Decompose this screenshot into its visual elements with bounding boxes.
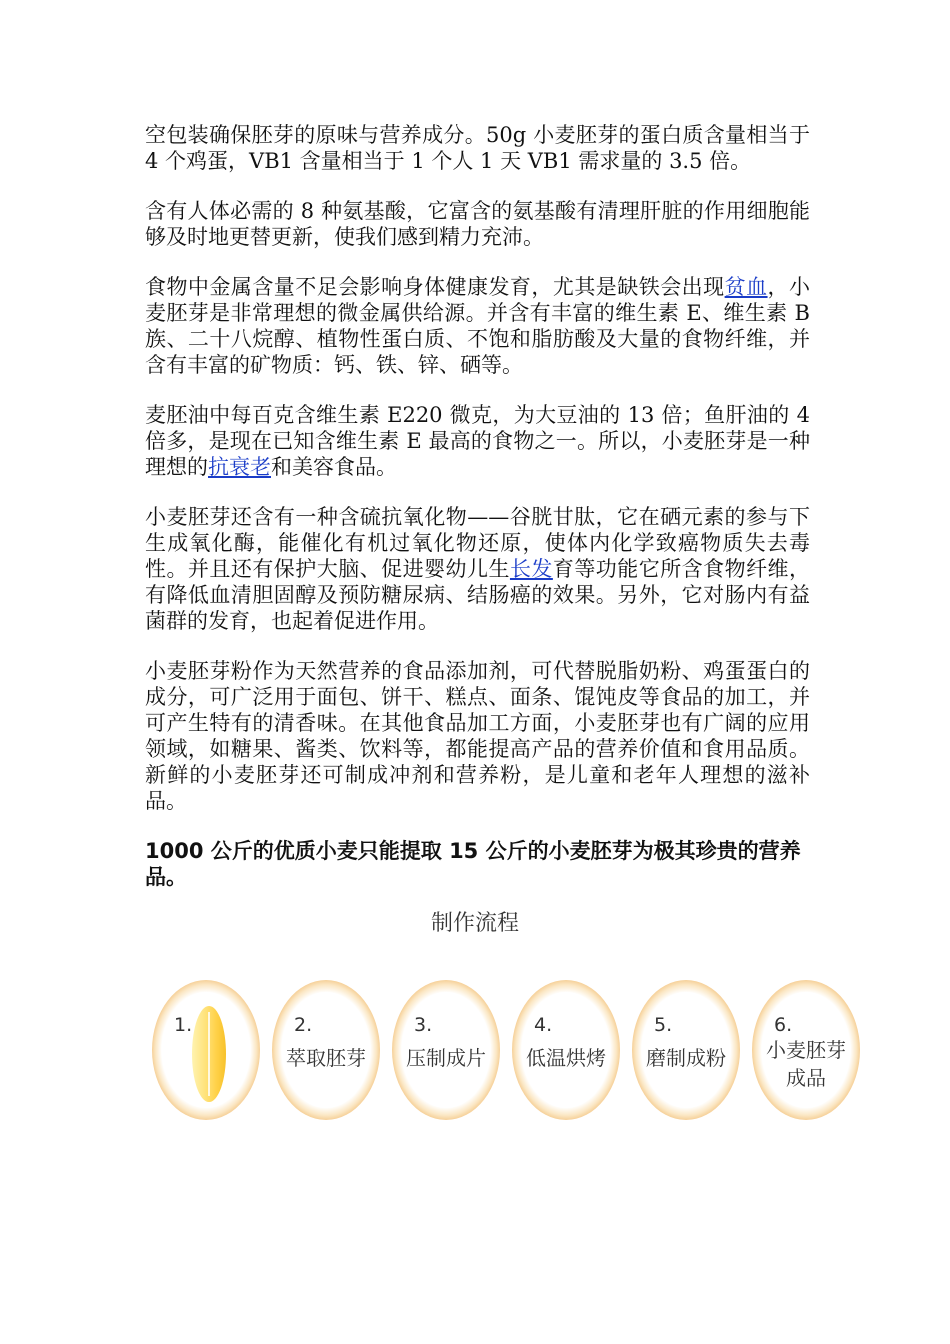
step-label: 低温烘烤: [526, 1046, 606, 1070]
article-body: [145, 122, 810, 890]
paragraph-list: [145, 122, 810, 814]
step-label: 萃取胚芽: [286, 1046, 366, 1070]
process-step: [752, 980, 860, 1120]
paragraph: [145, 274, 810, 378]
wheat-grain-icon: [192, 1006, 226, 1102]
step-number: 1.: [174, 1014, 193, 1036]
step-label: 小麦胚芽 成品: [766, 1038, 846, 1090]
step-number: 4.: [534, 1014, 553, 1036]
grain-crease: [208, 1012, 210, 1096]
paragraph: [145, 504, 810, 634]
paragraph: [145, 402, 810, 480]
paragraph-text: 空包装确保胚芽的原味与营养成分。50g 小麦胚芽的蛋白质含量相当于 4 个鸡蛋，VB1 含量相当于 1 个人 1 天 VB1 需求量的 3.5 倍。: [145, 123, 810, 173]
step-number: 2.: [294, 1014, 313, 1036]
paragraph: [145, 658, 810, 814]
step-number: 6.: [774, 1014, 793, 1036]
paragraph-text: 育等功能它所含食物纤维，有降低血清胆固醇及预防糖尿病、结肠癌的效果。另外，它对肠内有益菌群的发育，也起着促进作用。: [145, 557, 811, 633]
process-step: [152, 980, 260, 1120]
paragraph-text: 食物中金属含量不足会影响身体健康发育，尤其是缺铁会出现: [145, 275, 725, 299]
highlight-statement: 1000 公斤的优质小麦只能提取 15 公斤的小麦胚芽为极其珍贵的营养品。: [145, 839, 801, 889]
inline-link[interactable]: 贫血: [724, 275, 768, 299]
step-label: 磨制成粉: [646, 1046, 726, 1070]
paragraph-text: 含有人体必需的 8 种氨基酸，它富含的氨基酸有清理肝脏的作用细胞能够及时地更替更新，使我们感到精力充沛。: [145, 199, 810, 249]
step-label: 压制成片: [406, 1046, 486, 1070]
paragraph-text: 小麦胚芽还含有一种含硫抗氧化物——谷胱甘肽，它在硒元素的参与下生成氧化酶，能催化有机过氧化物还原，使体内化学致癌物质失去毒性。并且还有保护大脑、促进婴幼儿生: [145, 505, 810, 581]
process-step: [512, 980, 620, 1120]
paragraph: [145, 198, 810, 250]
step-number: 3.: [414, 1014, 433, 1036]
process-step: [632, 980, 740, 1120]
inline-link[interactable]: 抗衰老: [208, 455, 271, 479]
paragraph-text: 和美容食品。: [271, 455, 397, 479]
paragraph-text: 麦胚油中每百克含维生素 E220 微克，为大豆油的 13 倍；鱼肝油的 4 倍多，是现在已知含维生素 E 最高的食物之一。所以，小麦胚芽是一种理想的: [145, 403, 810, 479]
process-title: 制作流程: [430, 911, 519, 936]
inline-link[interactable]: 长发: [509, 557, 553, 581]
process-step: [392, 980, 500, 1120]
paragraph-text: ，小麦胚芽是非常理想的微金属供给源。并含有丰富的维生素 E、维生素 B 族、二十八烷醇、植物性蛋白质、不饱和脂肪酸及大量的食物纤维，并含有丰富的矿物质：钙、铁、锌、硒等。: [145, 275, 811, 377]
paragraph-text: 小麦胚芽粉作为天然营养的食品添加剂，可代替脱脂奶粉、鸡蛋蛋白的成分，可广泛用于面包、饼干、糕点、面条、馄饨皮等食品的加工，并可产生特有的清香味。在其他食品加工方面，小麦胚芽也有广阔的应用领域，如糖果、酱类、饮料等，都能提高产品的营养价值和食用品质。新鲜的小麦胚芽还可制成冲剂和营养粉，是儿童和老年人理想的滋补品。: [145, 659, 810, 813]
paragraph: [145, 122, 810, 174]
process-step: [272, 980, 380, 1120]
process-steps: [152, 980, 862, 1130]
step-number: 5.: [654, 1014, 673, 1036]
